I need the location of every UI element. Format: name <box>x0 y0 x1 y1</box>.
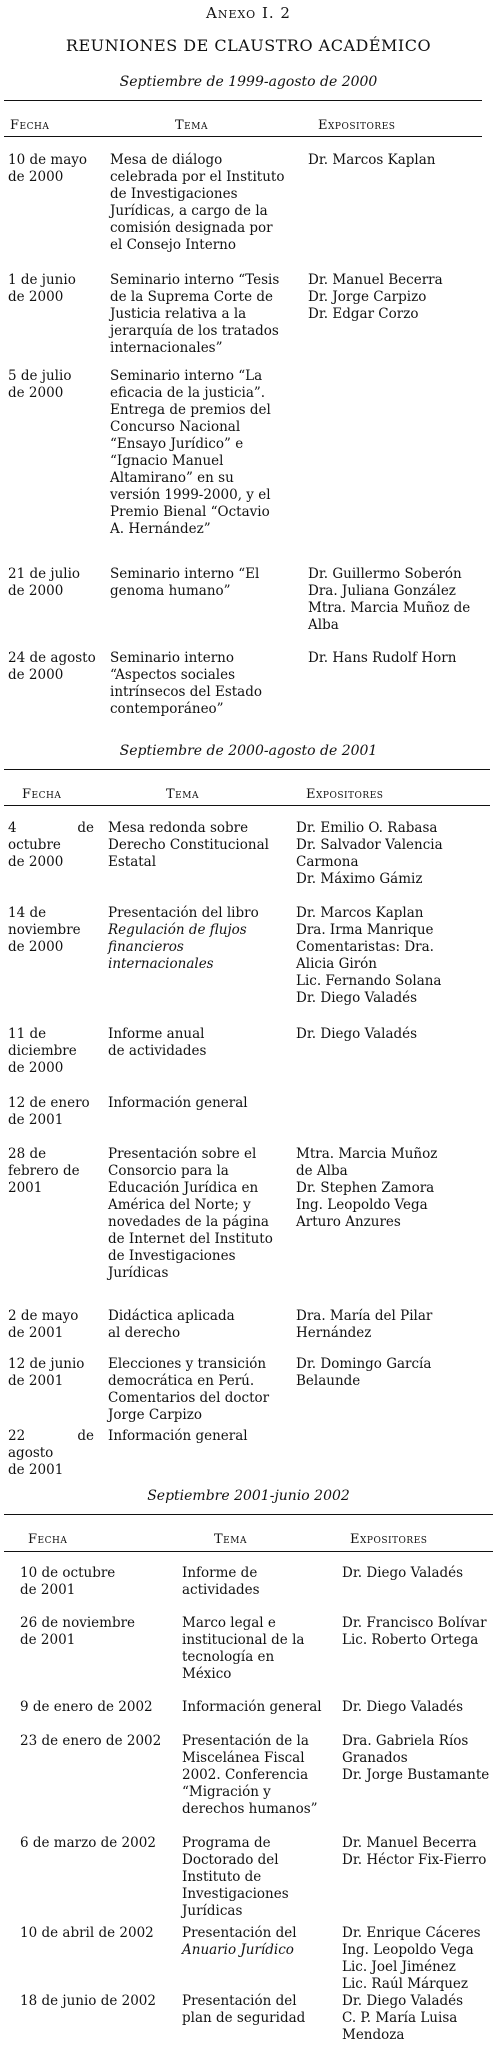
row-date: 5 de julio de 2000 <box>8 368 72 401</box>
row-date: 11 de diciembre de 2000 <box>8 1026 77 1076</box>
page-title: REUNIONES DE CLAUSTRO ACADÉMICO <box>65 36 432 55</box>
row-date: 2 de mayo de 2001 <box>8 1308 79 1341</box>
row-speakers: Dr. Enrique Cáceres Ing. Leopoldo Vega Lic. Joel Jiménez Lic. Raúl Márquez <box>342 1925 481 1992</box>
row-topic-text: Programa de Doctorado del Instituto de Investigaciones Jurídicas <box>182 1835 289 1919</box>
row-topic <box>182 1925 330 1959</box>
row-topic-text: Didáctica aplicada al derecho <box>108 1308 235 1341</box>
row-speakers: Mtra. Marcia Muñoz de Alba Dr. Stephen Zamora Ing. Leopoldo Vega Arturo Anzures <box>296 1146 438 1230</box>
section-title: Septiembre de 1999-agosto de 2000 <box>119 74 378 90</box>
row-date: 28 de febrero de 2001 <box>8 1146 80 1196</box>
row-speakers: Dr. Guillermo Soberón Dra. Juliana González Mtra. Marcia Muñoz de Alba <box>308 566 471 633</box>
row-topic <box>182 1615 330 1683</box>
row-topic-text: Información general <box>108 1428 248 1444</box>
header-expositores: Expositores <box>306 787 384 802</box>
row-topic <box>182 1699 330 1716</box>
row-topic <box>110 650 290 718</box>
row-date: 24 de agosto de 2000 <box>8 650 96 683</box>
section-title: Septiembre 2001-junio 2002 <box>147 1488 350 1504</box>
row-topic-text: Mesa redonda sobre Derecho Constitucional Estatal <box>108 820 269 870</box>
row-topic <box>108 1356 290 1424</box>
row-speakers: Dr. Diego Valadés <box>296 1026 418 1042</box>
row-topic <box>110 152 290 254</box>
row-topic <box>182 1835 330 1920</box>
row-date: 22 de agosto de 2001 <box>8 1428 94 1478</box>
row-speakers: Dr. Manuel Becerra Dr. Héctor Fix-Fierro <box>342 1835 487 1868</box>
annex-label: Anexo I. 2 <box>206 4 291 22</box>
row-date: 10 de abril de 2002 <box>20 1925 154 1941</box>
row-topic <box>110 368 290 538</box>
row-topic <box>110 272 290 357</box>
header-tema: Tema <box>175 118 208 133</box>
row-speakers: Dr. Hans Rudolf Horn <box>308 650 457 666</box>
row-date: 1 de junio de 2000 <box>8 272 76 305</box>
row-topic-text: Seminario interno “La eficacia de la justicia”. Entrega de premios del Concurso Nacional “Ensayo Jurídico” e “Ignacio Manuel Altamirano” en su versión 1999-2000, y el Premio Bienal “Octavio A. Hernández” <box>110 368 271 537</box>
row-topic-text: Elecciones y transición democrática en Perú. Comentarios del doctor Jorge Carpizo <box>108 1356 270 1423</box>
row-topic-text: Presentación del libro <box>108 905 259 921</box>
header-tema: Tema <box>214 1532 247 1547</box>
header-fecha: Fecha <box>28 1532 68 1547</box>
header-fecha: Fecha <box>10 118 50 133</box>
row-topic <box>182 1993 330 2027</box>
row-speakers: Dr. Diego Valadés C. P. María Luisa Mendoza <box>342 1993 464 2043</box>
row-speakers: Dra. María del Pilar Hernández <box>296 1308 433 1341</box>
row-speakers: Dr. Marcos Kaplan Dra. Irma Manrique Comentaristas: Dra. Alicia Girón Lic. Fernando Solana Dr. Diego Valadés <box>296 905 442 1006</box>
header-tema: Tema <box>166 787 199 802</box>
row-date: 9 de enero de 2002 <box>20 1699 153 1715</box>
row-topic-text: Mesa de diálogo celebrada por el Instituto de Investigaciones Jurídicas, a cargo de la comisión designada por el Consejo Interno <box>110 152 285 253</box>
header-rule <box>4 805 490 806</box>
header-expositores: Expositores <box>350 1532 428 1547</box>
row-topic <box>108 1026 290 1060</box>
row-date: 4 de octubre de 2000 <box>8 820 94 870</box>
row-speakers: Dr. Emilio O. Rabasa Dr. Salvador Valencia Carmona Dr. Máximo Gámiz <box>296 820 443 887</box>
row-topic <box>108 1308 290 1342</box>
row-date: 26 de noviembre de 2001 <box>20 1615 136 1648</box>
row-topic <box>108 1428 290 1445</box>
row-date: 10 de mayo de 2000 <box>8 152 87 185</box>
row-date: 12 de junio de 2001 <box>8 1356 85 1389</box>
header-rule <box>4 1551 493 1552</box>
row-topic-text: Informe anual de actividades <box>108 1026 207 1059</box>
row-topic <box>108 820 290 871</box>
header-rule <box>4 136 482 137</box>
row-topic-text: Seminario interno “Aspectos sociales intrínsecos del Estado contemporáneo” <box>110 650 262 717</box>
row-date: 21 de julio de 2000 <box>8 566 81 599</box>
section-title: Septiembre de 2000-agosto de 2001 <box>119 743 378 759</box>
row-topic-text: Presentación del <box>182 1925 297 1941</box>
row-topic-text: Marco legal e institucional de la tecnología en México <box>182 1615 305 1682</box>
row-date: 14 de noviembre de 2000 <box>8 905 81 955</box>
row-topic <box>108 1095 290 1112</box>
row-topic <box>108 1146 290 1282</box>
row-topic-text: Presentación sobre el Consorcio para la Educación Jurídica en América del Norte; y novedades de la página de Internet del Instituto de Investigaciones Jurídicas <box>108 1146 273 1281</box>
row-topic-text: Informe de actividades <box>182 1565 260 1598</box>
row-topic-text: Seminario interno “El genoma humano” <box>110 566 260 599</box>
row-topic <box>182 1733 330 1818</box>
row-topic <box>108 905 290 973</box>
section-rule-top <box>4 1514 493 1515</box>
row-topic-italic: Anuario Jurídico <box>182 1942 294 1958</box>
section-rule-top <box>4 769 490 770</box>
row-speakers: Dr. Marcos Kaplan <box>308 152 436 168</box>
row-topic <box>182 1565 330 1599</box>
row-topic <box>110 566 290 600</box>
header-expositores: Expositores <box>318 118 396 133</box>
header-fecha: Fecha <box>22 787 62 802</box>
row-date: 12 de enero de 2001 <box>8 1095 90 1128</box>
row-speakers: Dra. Gabriela Ríos Granados Dr. Jorge Bustamante <box>342 1733 490 1783</box>
row-date: 6 de marzo de 2002 <box>20 1835 156 1851</box>
row-topic-text: Presentación de la Miscelánea Fiscal 2002. Conferencia “Migración y derechos humanos” <box>182 1733 318 1817</box>
row-topic-text: Información general <box>108 1095 248 1111</box>
row-speakers: Dr. Diego Valadés <box>342 1565 464 1581</box>
row-topic-text: Presentación del plan de seguridad <box>182 1993 306 2026</box>
row-topic-text: Seminario interno “Tesis de la Suprema Corte de Justicia relativa a la jerarquía de los tratados internacionales” <box>110 272 280 356</box>
row-speakers: Dr. Domingo García Belaunde <box>296 1356 432 1389</box>
row-topic-text: Información general <box>182 1699 322 1715</box>
row-date: 18 de junio de 2002 <box>20 1993 156 2009</box>
row-topic-italic: Regulación de flujos financieros internacionales <box>108 922 247 972</box>
row-speakers: Dr. Francisco Bolívar Lic. Roberto Ortega <box>342 1615 487 1648</box>
row-speakers: Dr. Diego Valadés <box>342 1699 464 1715</box>
row-date: 23 de enero de 2002 <box>20 1733 162 1749</box>
row-date: 10 de octubre de 2001 <box>20 1565 116 1598</box>
row-speakers: Dr. Manuel Becerra Dr. Jorge Carpizo Dr. Edgar Corzo <box>308 272 443 322</box>
section-rule-top <box>4 100 482 101</box>
